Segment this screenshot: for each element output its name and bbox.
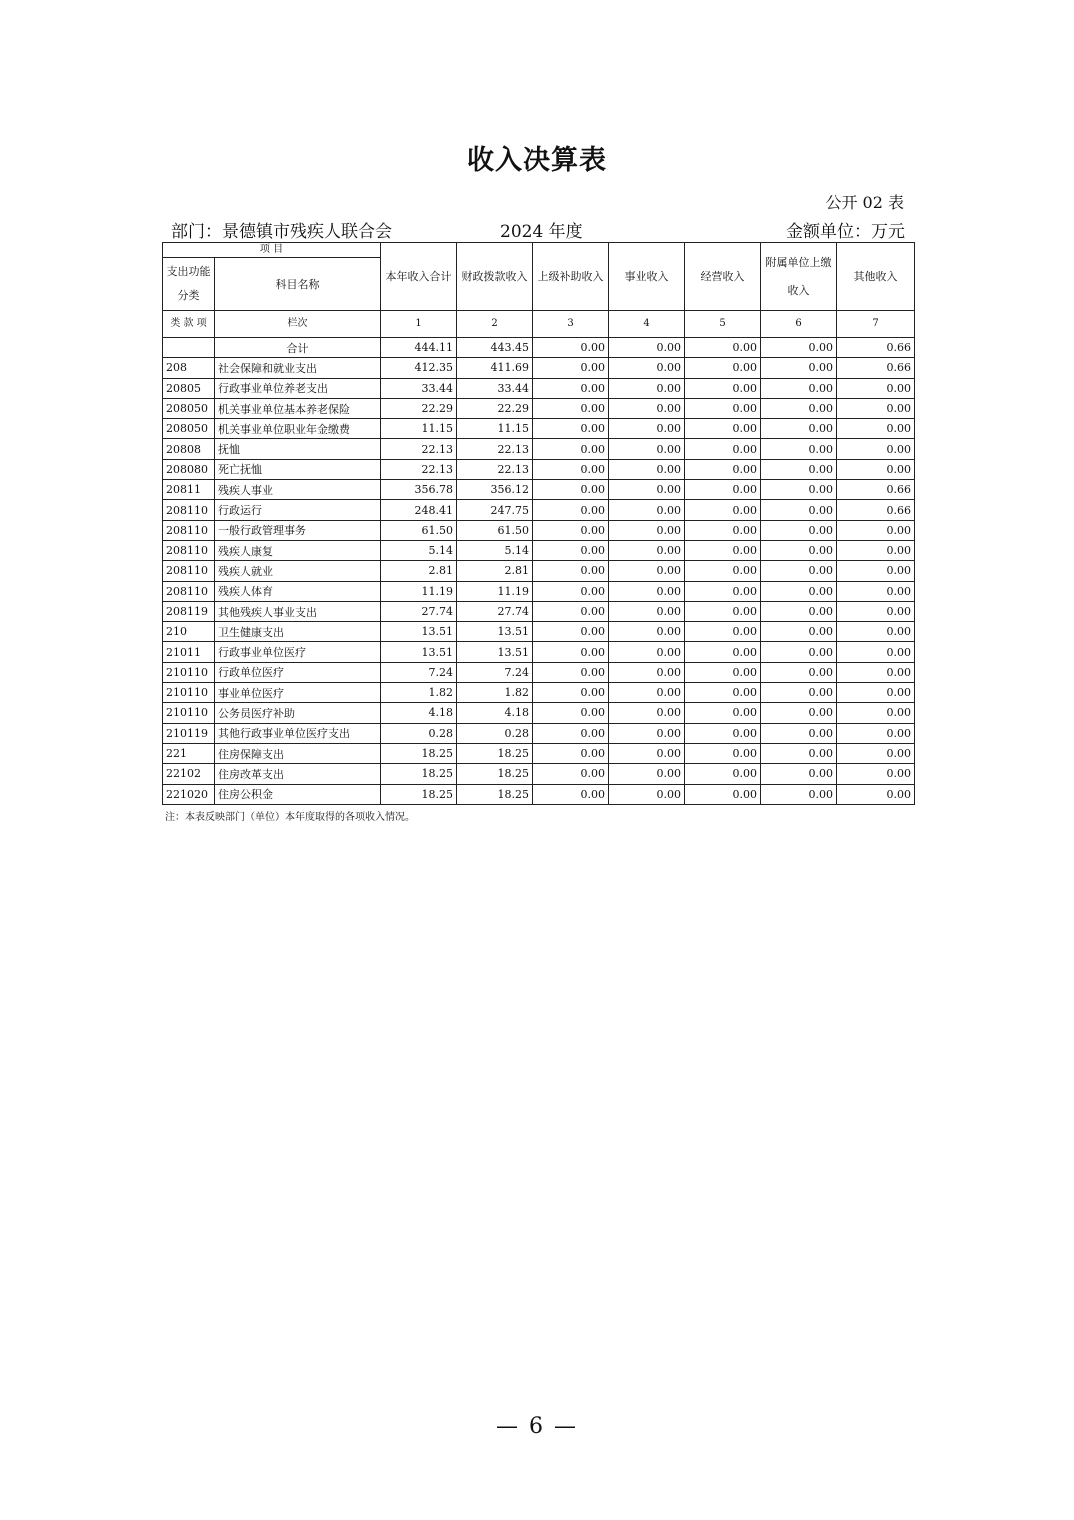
amount-cell: 11.15 <box>457 419 533 439</box>
amount-cell: 0.00 <box>609 439 685 459</box>
subject-code: 20808 <box>163 439 215 459</box>
col-num-6: 6 <box>761 311 837 338</box>
amount-cell: 4.18 <box>381 703 457 723</box>
amount-cell: 0.00 <box>533 561 609 581</box>
amount-cell: 0.00 <box>609 784 685 804</box>
subject-name: 住房改革支出 <box>215 764 381 784</box>
amount-cell: 0.28 <box>381 723 457 743</box>
amount-cell: 0.00 <box>837 764 915 784</box>
amount-cell: 13.51 <box>457 642 533 662</box>
subject-name: 住房公积金 <box>215 784 381 804</box>
amount-cell: 1.82 <box>381 683 457 703</box>
subject-code: 208110 <box>163 500 215 520</box>
amount-cell: 0.00 <box>533 480 609 500</box>
table-row <box>163 358 915 378</box>
table-row <box>163 784 915 804</box>
amount-cell: 18.25 <box>381 743 457 763</box>
subject-code: 21011 <box>163 642 215 662</box>
amount-cell: 0.00 <box>609 561 685 581</box>
subject-name: 一般行政管理事务 <box>215 520 381 540</box>
table-row <box>163 459 915 479</box>
table-row <box>163 378 915 398</box>
amount-cell: 0.00 <box>533 622 609 642</box>
table-row <box>163 561 915 581</box>
amount-cell: 13.51 <box>457 622 533 642</box>
col-header-5: 经营收入 <box>685 243 761 311</box>
amount-cell: 0.00 <box>837 784 915 804</box>
amount-cell: 0.00 <box>761 459 837 479</box>
amount-cell: 0.00 <box>685 358 761 378</box>
amount-cell: 412.35 <box>381 358 457 378</box>
col-header-7: 其他收入 <box>837 243 915 311</box>
amount-cell: 13.51 <box>381 642 457 662</box>
amount-cell: 0.00 <box>533 683 609 703</box>
amount-cell: 0.00 <box>609 398 685 418</box>
department-label: 部门：景德镇市残疾人联合会 <box>171 222 392 242</box>
subject-name: 住房保障支出 <box>215 743 381 763</box>
amount-cell: 0.00 <box>837 378 915 398</box>
table-row <box>163 581 915 601</box>
amount-cell: 0.00 <box>761 642 837 662</box>
amount-cell: 0.00 <box>609 683 685 703</box>
amount-cell: 356.12 <box>457 480 533 500</box>
amount-cell: 0.00 <box>761 540 837 560</box>
amount-cell: 0.00 <box>609 358 685 378</box>
subject-code: 208050 <box>163 419 215 439</box>
amount-cell: 0.00 <box>837 540 915 560</box>
amount-cell: 0.66 <box>837 480 915 500</box>
amount-cell: 22.13 <box>381 459 457 479</box>
amount-cell: 0.00 <box>837 642 915 662</box>
report-meta <box>171 217 905 241</box>
subject-code: 210110 <box>163 662 215 682</box>
table-row <box>163 703 915 723</box>
table-row <box>163 480 915 500</box>
amount-cell: 0.00 <box>837 622 915 642</box>
header-row <box>163 243 915 258</box>
subject-name: 行政单位医疗 <box>215 662 381 682</box>
amount-cell: 5.14 <box>457 540 533 560</box>
amount-cell: 13.51 <box>381 622 457 642</box>
amount-cell: 0.00 <box>685 581 761 601</box>
table-row <box>163 642 915 662</box>
subject-code: 208110 <box>163 520 215 540</box>
subject-code: 208110 <box>163 540 215 560</box>
amount-cell: 2.81 <box>381 561 457 581</box>
amount-cell: 0.00 <box>609 378 685 398</box>
amount-cell: 0.00 <box>837 419 915 439</box>
table-note: 注：本表反映部门（单位）本年度取得的各项收入情况。 <box>165 812 415 823</box>
amount-cell: 0.00 <box>761 723 837 743</box>
total-value: 0.00 <box>533 338 609 358</box>
amount-cell: 0.00 <box>837 662 915 682</box>
amount-cell: 0.00 <box>685 642 761 662</box>
table-row <box>163 520 915 540</box>
subject-code: 210110 <box>163 683 215 703</box>
col-header-1: 本年收入合计 <box>381 243 457 311</box>
amount-cell: 0.00 <box>609 642 685 662</box>
amount-cell: 11.19 <box>381 581 457 601</box>
subject-name: 社会保障和就业支出 <box>215 358 381 378</box>
amount-cell: 0.00 <box>685 662 761 682</box>
amount-cell: 0.00 <box>533 459 609 479</box>
amount-cell: 18.25 <box>381 764 457 784</box>
subject-name: 行政事业单位养老支出 <box>215 378 381 398</box>
col-num-2: 2 <box>457 311 533 338</box>
amount-cell: 0.00 <box>685 520 761 540</box>
amount-cell: 18.25 <box>381 784 457 804</box>
subject-code: 208080 <box>163 459 215 479</box>
amount-cell: 0.00 <box>761 480 837 500</box>
amount-cell: 27.74 <box>381 601 457 621</box>
amount-cell: 0.00 <box>533 764 609 784</box>
subject-name: 行政运行 <box>215 500 381 520</box>
amount-cell: 0.00 <box>685 703 761 723</box>
amount-cell: 18.25 <box>457 764 533 784</box>
total-row <box>163 338 915 358</box>
subject-code: 208050 <box>163 398 215 418</box>
amount-unit: 金额单位：万元 <box>786 222 905 242</box>
amount-cell: 0.00 <box>761 683 837 703</box>
subject-name: 残疾人康复 <box>215 540 381 560</box>
amount-cell: 0.00 <box>609 622 685 642</box>
subject-name: 卫生健康支出 <box>215 622 381 642</box>
amount-cell: 0.00 <box>761 419 837 439</box>
amount-cell: 22.29 <box>457 398 533 418</box>
amount-cell: 22.13 <box>381 439 457 459</box>
subject-name: 事业单位医疗 <box>215 683 381 703</box>
table-row <box>163 439 915 459</box>
amount-cell: 0.00 <box>685 561 761 581</box>
amount-cell: 0.00 <box>533 419 609 439</box>
subject-name: 抚恤 <box>215 439 381 459</box>
amount-cell: 0.00 <box>609 419 685 439</box>
table-row <box>163 601 915 621</box>
amount-cell: 0.00 <box>685 743 761 763</box>
table-row <box>163 764 915 784</box>
table-row <box>163 723 915 743</box>
amount-cell: 0.00 <box>761 581 837 601</box>
table-row <box>163 743 915 763</box>
subject-name: 行政事业单位医疗 <box>215 642 381 662</box>
amount-cell: 0.00 <box>609 601 685 621</box>
table-row <box>163 622 915 642</box>
amount-cell: 22.13 <box>457 439 533 459</box>
amount-cell: 0.00 <box>761 500 837 520</box>
amount-cell: 0.00 <box>761 703 837 723</box>
subject-code: 210119 <box>163 723 215 743</box>
subject-name: 残疾人体育 <box>215 581 381 601</box>
amount-cell: 27.74 <box>457 601 533 621</box>
subject-name: 机关事业单位职业年金缴费 <box>215 419 381 439</box>
amount-cell: 0.00 <box>533 703 609 723</box>
amount-cell: 247.75 <box>457 500 533 520</box>
total-value: 0.00 <box>761 338 837 358</box>
amount-cell: 0.00 <box>609 480 685 500</box>
amount-cell: 61.50 <box>457 520 533 540</box>
subject-code: 208110 <box>163 581 215 601</box>
amount-cell: 0.28 <box>457 723 533 743</box>
amount-cell: 0.00 <box>685 622 761 642</box>
amount-cell: 0.00 <box>533 398 609 418</box>
amount-cell: 0.00 <box>761 743 837 763</box>
amount-cell: 0.00 <box>685 378 761 398</box>
amount-cell: 0.00 <box>533 784 609 804</box>
amount-cell: 0.00 <box>609 581 685 601</box>
col-header-2: 财政拨款收入 <box>457 243 533 311</box>
amount-cell: 0.00 <box>685 480 761 500</box>
amount-cell: 11.19 <box>457 581 533 601</box>
amount-cell: 0.00 <box>761 378 837 398</box>
amount-cell: 1.82 <box>457 683 533 703</box>
amount-cell: 0.00 <box>533 601 609 621</box>
amount-cell: 0.00 <box>609 703 685 723</box>
amount-cell: 0.00 <box>533 662 609 682</box>
subject-code: 208119 <box>163 601 215 621</box>
amount-cell: 0.00 <box>837 581 915 601</box>
amount-cell: 0.00 <box>609 764 685 784</box>
func-class-header: 支出功能分类 <box>163 258 215 311</box>
income-settlement-table <box>162 242 915 805</box>
amount-cell: 0.00 <box>761 439 837 459</box>
amount-cell: 0.00 <box>685 784 761 804</box>
amount-cell: 0.00 <box>761 561 837 581</box>
col-num-4: 4 <box>609 311 685 338</box>
subject-code: 208 <box>163 358 215 378</box>
subject-name: 机关事业单位基本养老保险 <box>215 398 381 418</box>
subject-code: 208110 <box>163 561 215 581</box>
col-header-3: 上级补助收入 <box>533 243 609 311</box>
amount-cell: 0.00 <box>837 683 915 703</box>
amount-cell: 0.00 <box>685 723 761 743</box>
amount-cell: 0.00 <box>685 683 761 703</box>
amount-cell: 0.00 <box>685 439 761 459</box>
table-row <box>163 540 915 560</box>
amount-cell: 4.18 <box>457 703 533 723</box>
amount-cell: 0.66 <box>837 500 915 520</box>
project-header: 项 目 <box>163 243 381 258</box>
form-number: 公开 02 表 <box>825 193 904 212</box>
subject-name: 残疾人就业 <box>215 561 381 581</box>
col-num-5: 5 <box>685 311 761 338</box>
amount-cell: 0.66 <box>837 358 915 378</box>
total-value: 0.00 <box>609 338 685 358</box>
total-value: 443.45 <box>457 338 533 358</box>
amount-cell: 0.00 <box>761 784 837 804</box>
amount-cell: 0.00 <box>761 358 837 378</box>
amount-cell: 18.25 <box>457 743 533 763</box>
subject-code: 221 <box>163 743 215 763</box>
amount-cell: 0.00 <box>685 540 761 560</box>
col-num-7: 7 <box>837 311 915 338</box>
amount-cell: 22.29 <box>381 398 457 418</box>
amount-cell: 0.00 <box>685 764 761 784</box>
amount-cell: 5.14 <box>381 540 457 560</box>
amount-cell: 248.41 <box>381 500 457 520</box>
subject-code: 221020 <box>163 784 215 804</box>
col-num-1: 1 <box>381 311 457 338</box>
amount-cell: 0.00 <box>761 601 837 621</box>
col-header-4: 事业收入 <box>609 243 685 311</box>
subject-name-header: 科目名称 <box>215 258 381 311</box>
amount-cell: 7.24 <box>381 662 457 682</box>
report-title: 收入决算表 <box>467 145 607 176</box>
table-row <box>163 500 915 520</box>
amount-cell: 0.00 <box>837 459 915 479</box>
amount-cell: 0.00 <box>837 743 915 763</box>
column-number-row <box>163 311 915 338</box>
table-row <box>163 683 915 703</box>
amount-cell: 0.00 <box>761 764 837 784</box>
amount-cell: 0.00 <box>533 358 609 378</box>
amount-cell: 0.00 <box>533 439 609 459</box>
amount-cell: 0.00 <box>837 439 915 459</box>
amount-cell: 0.00 <box>533 520 609 540</box>
amount-cell: 0.00 <box>609 723 685 743</box>
amount-cell: 0.00 <box>761 398 837 418</box>
amount-cell: 61.50 <box>381 520 457 540</box>
amount-cell: 0.00 <box>837 723 915 743</box>
subject-code: 22102 <box>163 764 215 784</box>
table-row <box>163 398 915 418</box>
amount-cell: 0.00 <box>837 520 915 540</box>
amount-cell: 0.00 <box>533 723 609 743</box>
amount-cell: 0.00 <box>837 703 915 723</box>
amount-cell: 0.00 <box>685 601 761 621</box>
amount-cell: 0.00 <box>533 581 609 601</box>
subject-name: 其他行政事业单位医疗支出 <box>215 723 381 743</box>
total-label: 合计 <box>215 338 381 358</box>
table-row <box>163 662 915 682</box>
table-row <box>163 419 915 439</box>
total-value: 0.00 <box>685 338 761 358</box>
class-levels-header: 类 款 项 <box>163 311 215 338</box>
amount-cell: 0.00 <box>533 540 609 560</box>
amount-cell: 0.00 <box>837 601 915 621</box>
amount-cell: 0.00 <box>533 378 609 398</box>
subject-name: 残疾人事业 <box>215 480 381 500</box>
subject-name: 死亡抚恤 <box>215 459 381 479</box>
amount-cell: 0.00 <box>685 398 761 418</box>
amount-cell: 0.00 <box>609 500 685 520</box>
page-number: — 6 — <box>496 1414 578 1439</box>
subject-code: 20811 <box>163 480 215 500</box>
lanci-header: 栏次 <box>215 311 381 338</box>
amount-cell: 0.00 <box>609 520 685 540</box>
amount-cell: 11.15 <box>381 419 457 439</box>
amount-cell: 0.00 <box>685 419 761 439</box>
total-code-cell <box>163 338 215 358</box>
amount-cell: 0.00 <box>533 500 609 520</box>
amount-cell: 0.00 <box>761 520 837 540</box>
amount-cell: 33.44 <box>457 378 533 398</box>
amount-cell: 411.69 <box>457 358 533 378</box>
amount-cell: 0.00 <box>837 561 915 581</box>
subject-name: 其他残疾人事业支出 <box>215 601 381 621</box>
amount-cell: 0.00 <box>685 500 761 520</box>
amount-cell: 0.00 <box>837 398 915 418</box>
amount-cell: 0.00 <box>609 743 685 763</box>
subject-code: 210 <box>163 622 215 642</box>
fiscal-year: 2024 年度 <box>500 222 583 242</box>
subject-code: 210110 <box>163 703 215 723</box>
col-header-6: 附属单位上缴收入 <box>761 243 837 311</box>
col-num-3: 3 <box>533 311 609 338</box>
amount-cell: 22.13 <box>457 459 533 479</box>
amount-cell: 7.24 <box>457 662 533 682</box>
amount-cell: 0.00 <box>685 459 761 479</box>
amount-cell: 0.00 <box>609 662 685 682</box>
amount-cell: 0.00 <box>761 662 837 682</box>
amount-cell: 0.00 <box>533 743 609 763</box>
total-value: 0.66 <box>837 338 915 358</box>
amount-cell: 2.81 <box>457 561 533 581</box>
total-value: 444.11 <box>381 338 457 358</box>
amount-cell: 356.78 <box>381 480 457 500</box>
amount-cell: 0.00 <box>609 540 685 560</box>
amount-cell: 33.44 <box>381 378 457 398</box>
amount-cell: 0.00 <box>533 642 609 662</box>
amount-cell: 18.25 <box>457 784 533 804</box>
subject-name: 公务员医疗补助 <box>215 703 381 723</box>
subject-code: 20805 <box>163 378 215 398</box>
amount-cell: 0.00 <box>761 622 837 642</box>
amount-cell: 0.00 <box>609 459 685 479</box>
